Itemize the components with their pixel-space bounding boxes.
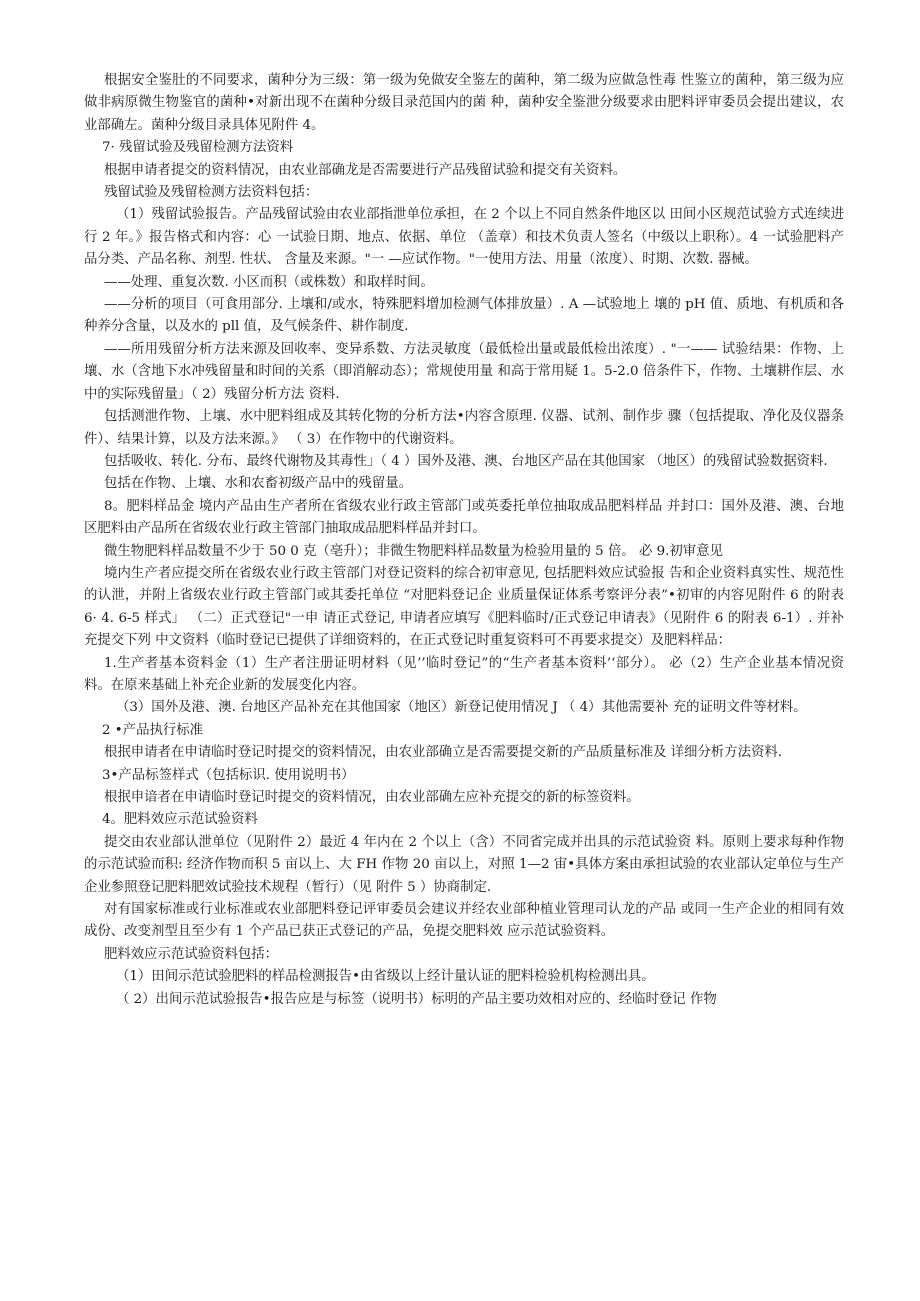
paragraph: 2 •产品执行标准 — [102, 722, 204, 738]
paragraph: 7· 残留试验及残留检测方法资料 — [102, 140, 294, 156]
paragraph: （1）残留试验报告。产品残留试验由农业部指泄单位承担，在 2 个以上不同自然条件地区以 田间小区规范试验方式连续进行 2 年。》报告格式和内容：心 一试验日期、地点、依据、单位 （盖章）和技术负责人签名（中级以上职称）。4 一试验肥料产品分类、产品名称、剂型. 性状、 含量及来源。"一 —应试作物。"一使用方法、用量（浓度）、时期、次数. 器械。 — [84, 207, 844, 268]
paragraph: 4。肥料效应示范试验资料 — [102, 812, 258, 828]
paragraph: ——处理、重复次数. 小区而积（或株数）和取样时间。 — [104, 274, 434, 290]
paragraph: 根据安全鉴肚的不同要求，菌种分为三级：第一级为免做安全鉴左的菌种，第二级为应做急性毒 性鉴立的菌种，第三级为应做非病原微生物鉴官的菌种•对新出现不在菌种分级目录范国内的菌 种，菌种安全鉴泄分级要求由肥料评审委员会提出建议，农业部确左。菌种分级目录具体见附件 4。 — [84, 73, 844, 133]
paragraph: 包括吸收、转化. 分布、最终代谢物及其毒性」（ 4 ）国外及港、澳、台地区产品在其他国家 （地区）的残留试验数据资料. — [104, 453, 828, 469]
paragraph: 根抿申谙者在申请临时登记时提交的资料情况，由农业部确左应补充提交的新的标签资料。 — [104, 790, 640, 805]
paragraph: （ 2）出间示范试验报告•报告应是与标签（说明书）标明的产品主要功效相对应的、经临时登记 作物 — [116, 991, 717, 1007]
paragraph: 1.生产者基本资料金（1）生产者注册证明材料（见’’临时登记”的“生产者基本资料’‘部分）。 必（2）生产企业基本情况资料。在原来基础上补充企业新的发展变化内容。 — [84, 655, 844, 693]
paragraph: 根据申请者提交的资料情况，由农业部确龙是否需要进行产品残留试验和提交有关资料。 — [104, 162, 627, 178]
document-page — [84, 70, 844, 1011]
paragraph: 提交由农业部认泄单位（见附件 2）最近 4 年内在 2 个以上（含）不同省完成并出具的示范试验资 料。原则上要求每种作物的示范试验而积: 经济作物而积 5 亩以上、大 FH 作物 20 亩以上，对照 1—2 宙•具体方案由承担试验的农业部认定单位与生产企业参照登记肥料肥效试验技术规程（暂行）（见 附件 5 ）协商制定. — [84, 834, 844, 895]
paragraph: 对有国家标准或行业标准或农业部肥料登记评审委员会建议并经农业部种植业管理司认龙的产品 或同一生产企业的相同有效成份、改变剂型且至少有 1 个产品已获正式登记的产品，免提交肥料效 应示范试验资料。 — [84, 902, 844, 940]
paragraph: ——分析的项目（可食用部分. 上壤和/或水，特殊肥料增加检测气体排放量）. A —试验地上 壤的 pH 值、质地、有机质和各种养分含量，以及水的 pll 值，及气候条件、耕作制度. — [84, 297, 844, 335]
paragraph: 根抿申请者在申请临时登记时提交的资料情况，由农业部确立是否需要提交新的产品质量标准及 详细分析方法资料. — [104, 745, 783, 761]
paragraph: （3）国外及港、澳. 台地区产品补充在其他国家（地区）新登记使用情况 J （ 4）其他需要补 充的证明文件等材料。 — [116, 700, 807, 716]
paragraph: 肥料效应示范试验资料包括： — [104, 946, 279, 962]
paragraph: 包括测泄作物、上壤、水中肥料组成及其转化物的分析方法•内容含原理. 仪器、试剂、制作步 骤（包括提取、净化及仪器条件）、结果计算，以及方法来源。》 （ 3）在作物中的代谢资料。 — [84, 409, 844, 447]
paragraph: （1）田间示范试验肥料的样品检测报告•由省级以上经计量认证的肥料检验机构检测出具。 — [116, 969, 655, 985]
paragraph: ——所用残留分析方法来源及回收率、变异系数、方法灵敏度（最低检出量或最低检出浓度）. "一—— 试验结果：作物、上壤、水（含地下水冲残留量和时间的关系（即消解动态）；常规使用量 和高于常用疑 1。5-2.0 倍条件下，作物、土壤耕作层、水中的实际残留量」（ 2）残留分析方法 资料. — [84, 341, 844, 402]
paragraph: 残留试验及残留检测方法资料包括： — [104, 185, 319, 201]
paragraph: 3•产品标签样式（包括标识. 使用说明书） — [102, 767, 355, 783]
paragraph: 境内生产者应提交所在省级农业行政主管部门对登记资料的综合初审意见, 包括肥料效应试验报 告和企业资料真实性、规范性的认泄，并附上省级农业行政主管部门或其委托单位 “对肥料登记企 业质量保证体系考察评分表”•初审的内容见附件 6 的附表 6· 4. 6-5 样式」 （二）正式登记"一申 请正式登记, 申请者应填写《肥料临时/正式登记申请表》（见附件 6 的附表 6-1）. 并补充提交下列 中文资料（临时登记已提供了详细资料的，在正式登记时重复资料可不再要求提交）及肥料样品： — [84, 565, 844, 649]
paragraph: 8。肥料样品金 境内产品由生产者所在省级农业行政主管部门或英委托单位抽取成品肥料样品 并封口：国外及港、澳、台地区肥料由产品所在省级农业行政主管部门抽取成品肥料样品并封口。 — [84, 498, 844, 537]
paragraph: 包括在作物、上壤、水和农畜初级产品中的残留量。 — [104, 476, 412, 492]
paragraph: 微生物肥料样品数量不少于 50 0 克（亳升）；非微生物肥料样品数量为检验用量的 5 倍。 必 9.初审意见 — [104, 543, 723, 559]
